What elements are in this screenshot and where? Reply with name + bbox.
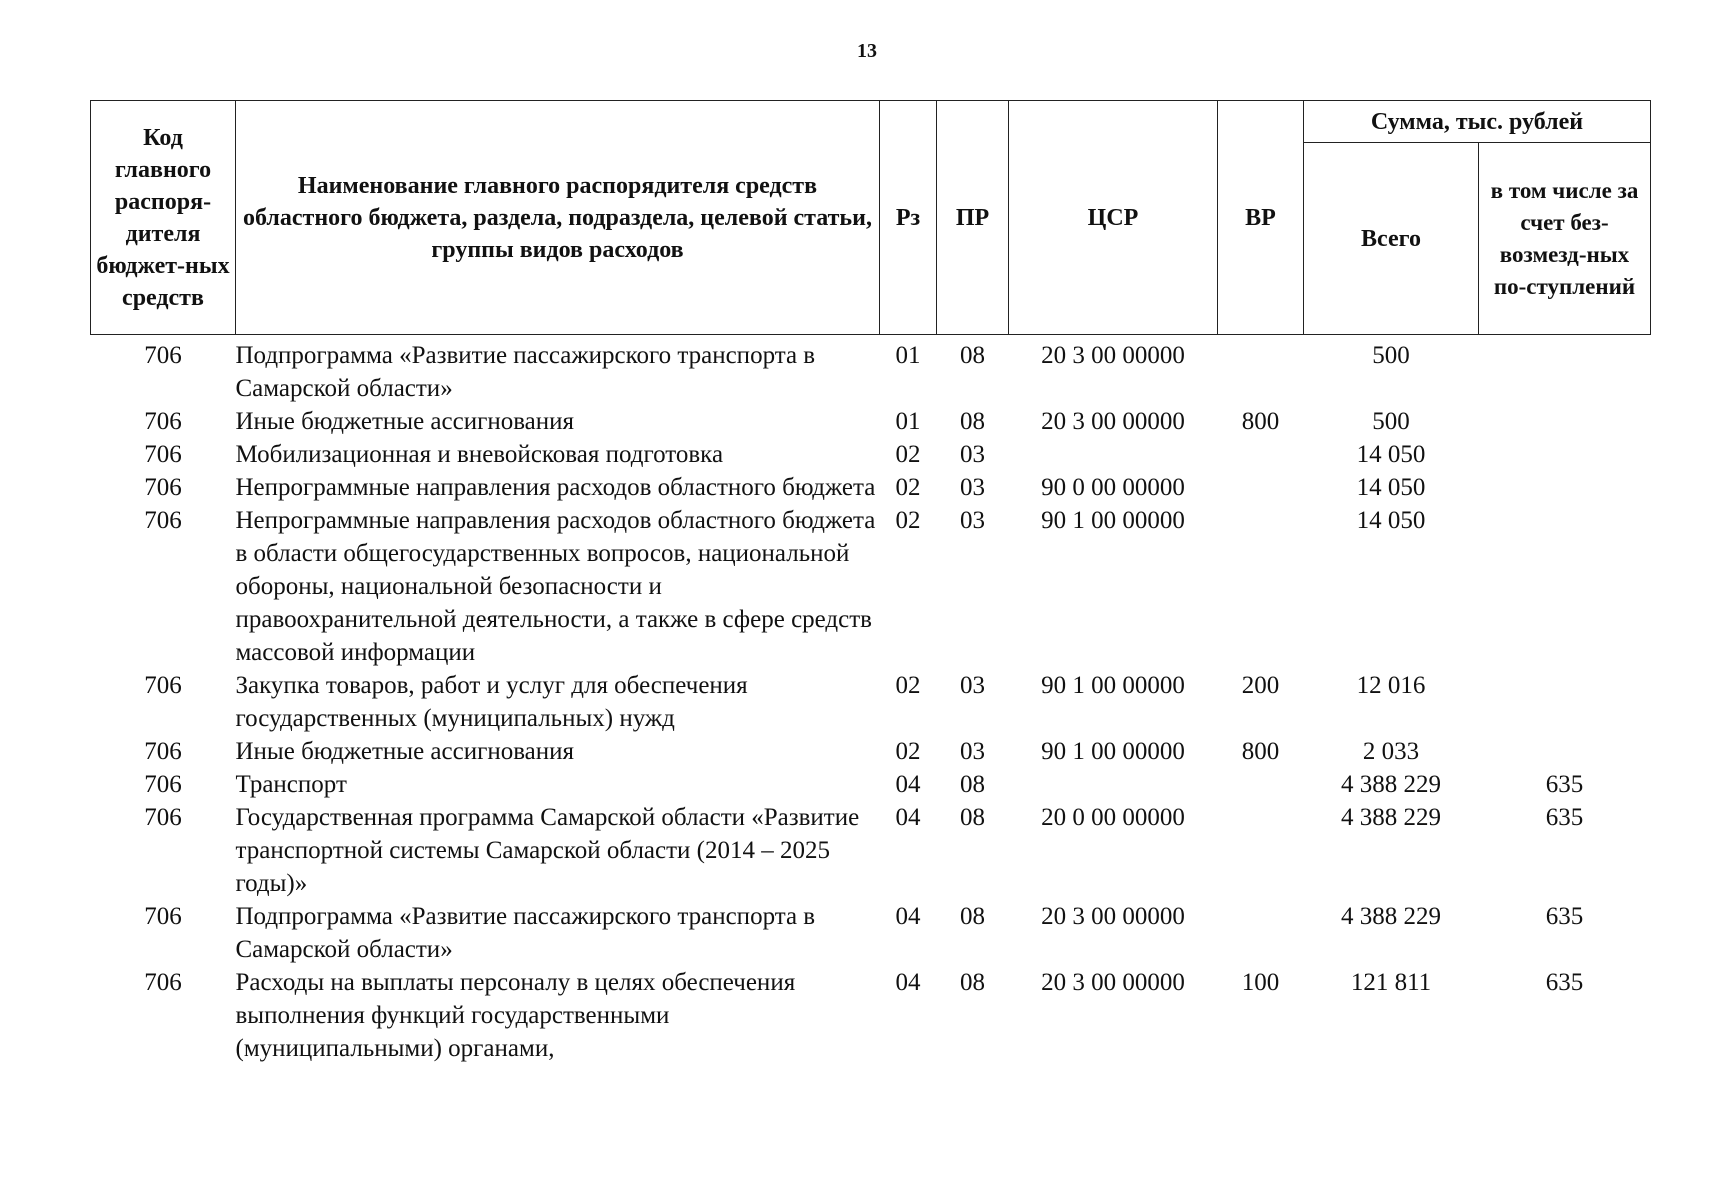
table-row [91, 504, 1651, 669]
header-csr: ЦСР [1009, 101, 1218, 335]
cell-code: 706 [144, 804, 182, 831]
table-header [91, 101, 1651, 335]
header-total: Всего [1304, 143, 1479, 335]
table-row [91, 900, 1651, 966]
cell-csr: 20 3 00 00000 [1041, 408, 1185, 435]
cell-rz: 02 [895, 441, 921, 468]
cell-code: 706 [144, 738, 182, 765]
cell-code: 706 [144, 408, 182, 435]
cell-name: Государственная программа Самарской области «Развитие транспортной системы Самарской области (2014 – 2025 годы)» [235, 804, 860, 897]
cell-rz: 02 [895, 672, 921, 699]
table-row [91, 735, 1651, 768]
header-code: Код главного распоря-дителя бюджет-ных средств [91, 101, 236, 335]
cell-csr [1009, 438, 1218, 471]
cell-total: 500 [1372, 408, 1410, 435]
table-row [91, 801, 1651, 900]
cell-free [1479, 471, 1651, 504]
cell-free: 635 [1545, 804, 1584, 831]
cell-vr: 800 [1241, 408, 1280, 435]
cell-pr: 08 [960, 342, 985, 369]
cell-pr: 08 [960, 969, 985, 996]
cell-pr: 08 [960, 408, 985, 435]
cell-total: 4 388 229 [1341, 771, 1441, 798]
cell-code: 706 [144, 672, 182, 699]
cell-vr [1218, 438, 1304, 471]
table-row [91, 966, 1651, 1065]
cell-code: 706 [144, 441, 182, 468]
cell-name: Подпрограмма «Развитие пассажирского транспорта в Самарской области» [235, 903, 816, 963]
cell-free [1479, 735, 1651, 768]
cell-free [1479, 405, 1651, 438]
cell-total: 121 811 [1350, 969, 1432, 996]
cell-rz: 02 [895, 474, 921, 501]
cell-csr: 20 3 00 00000 [1041, 969, 1185, 996]
budget-table [90, 100, 1651, 1065]
cell-total: 14 050 [1356, 474, 1426, 501]
cell-free [1479, 669, 1651, 735]
cell-csr: 90 1 00 00000 [1041, 507, 1185, 534]
cell-code: 706 [144, 903, 182, 930]
cell-rz: 02 [895, 738, 921, 765]
cell-vr [1218, 900, 1304, 966]
cell-name: Закупка товаров, работ и услуг для обеспечения государственных (муниципальных) нужд [235, 672, 748, 732]
cell-total: 14 050 [1356, 441, 1426, 468]
header-pr: ПР [937, 101, 1009, 335]
cell-csr [1009, 768, 1218, 801]
cell-total: 4 388 229 [1341, 804, 1441, 831]
cell-free [1479, 335, 1651, 406]
cell-name: Подпрограмма «Развитие пассажирского транспорта в Самарской области» [235, 342, 816, 402]
cell-csr: 90 1 00 00000 [1041, 672, 1185, 699]
table-row [91, 669, 1651, 735]
cell-name: Расходы на выплаты персоналу в целях обеспечения выполнения функций государственными (муниципальными) органами, [235, 969, 796, 1062]
header-sum: Сумма, тыс. рублей [1304, 101, 1651, 143]
table-body [91, 335, 1651, 1066]
cell-vr [1218, 768, 1304, 801]
cell-rz: 04 [895, 804, 921, 831]
cell-pr: 08 [960, 771, 985, 798]
cell-pr: 03 [960, 474, 985, 501]
cell-code: 706 [144, 342, 182, 369]
cell-pr: 03 [960, 672, 985, 699]
cell-csr: 20 3 00 00000 [1041, 342, 1185, 369]
header-free: в том числе за счет без-возмезд-ных по-ступлений [1479, 143, 1651, 335]
cell-csr: 90 0 00 00000 [1041, 474, 1185, 501]
table-row [91, 405, 1651, 438]
cell-code: 706 [144, 507, 182, 534]
cell-vr: 200 [1241, 672, 1280, 699]
cell-free: 635 [1545, 969, 1584, 996]
cell-total: 14 050 [1356, 507, 1426, 534]
cell-csr: 90 1 00 00000 [1041, 738, 1185, 765]
cell-pr: 03 [960, 738, 985, 765]
cell-total: 12 016 [1356, 672, 1426, 699]
cell-total: 2 033 [1362, 738, 1420, 765]
cell-rz: 02 [895, 507, 921, 534]
cell-rz: 01 [895, 342, 921, 369]
cell-name: Иные бюджетные ассигнования [235, 738, 575, 765]
cell-rz: 04 [895, 903, 921, 930]
cell-name: Непрограммные направления расходов областного бюджета [235, 474, 876, 501]
cell-rz: 04 [895, 771, 921, 798]
cell-code: 706 [144, 474, 182, 501]
cell-name: Транспорт [235, 771, 347, 798]
cell-pr: 08 [960, 903, 985, 930]
cell-free [1479, 504, 1651, 669]
cell-vr: 100 [1241, 969, 1280, 996]
cell-total: 500 [1372, 342, 1410, 369]
cell-free [1479, 438, 1651, 471]
cell-name: Мобилизационная и вневойсковая подготовка [235, 441, 724, 468]
cell-code: 706 [144, 969, 182, 996]
table-row [91, 438, 1651, 471]
cell-vr: 800 [1241, 738, 1280, 765]
cell-rz: 01 [895, 408, 921, 435]
cell-code: 706 [144, 771, 182, 798]
cell-csr: 20 3 00 00000 [1041, 903, 1185, 930]
table-row [91, 335, 1651, 406]
cell-vr [1218, 801, 1304, 900]
table-row [91, 471, 1651, 504]
header-name: Наименование главного распорядителя средств областного бюджета, раздела, подраздела, целевой статьи, группы видов расходов [236, 101, 880, 335]
cell-vr [1218, 471, 1304, 504]
cell-vr [1218, 504, 1304, 669]
cell-csr: 20 0 00 00000 [1041, 804, 1185, 831]
cell-vr [1218, 335, 1304, 406]
cell-free: 635 [1545, 903, 1584, 930]
cell-name: Непрограммные направления расходов областного бюджета в области общегосударственных вопросов, национальной обороны, национальной безопасности и правоохранительной деятельности, а также в сфере средств массовой информации [235, 507, 876, 666]
table-row [91, 768, 1651, 801]
cell-name: Иные бюджетные ассигнования [235, 408, 575, 435]
cell-total: 4 388 229 [1341, 903, 1441, 930]
cell-rz: 04 [895, 969, 921, 996]
header-vr: ВР [1218, 101, 1304, 335]
cell-free: 635 [1545, 771, 1584, 798]
cell-pr: 03 [960, 441, 985, 468]
cell-pr: 03 [960, 507, 985, 534]
page-number: 13 [857, 40, 877, 62]
header-rz: Рз [880, 101, 937, 335]
cell-pr: 08 [960, 804, 985, 831]
